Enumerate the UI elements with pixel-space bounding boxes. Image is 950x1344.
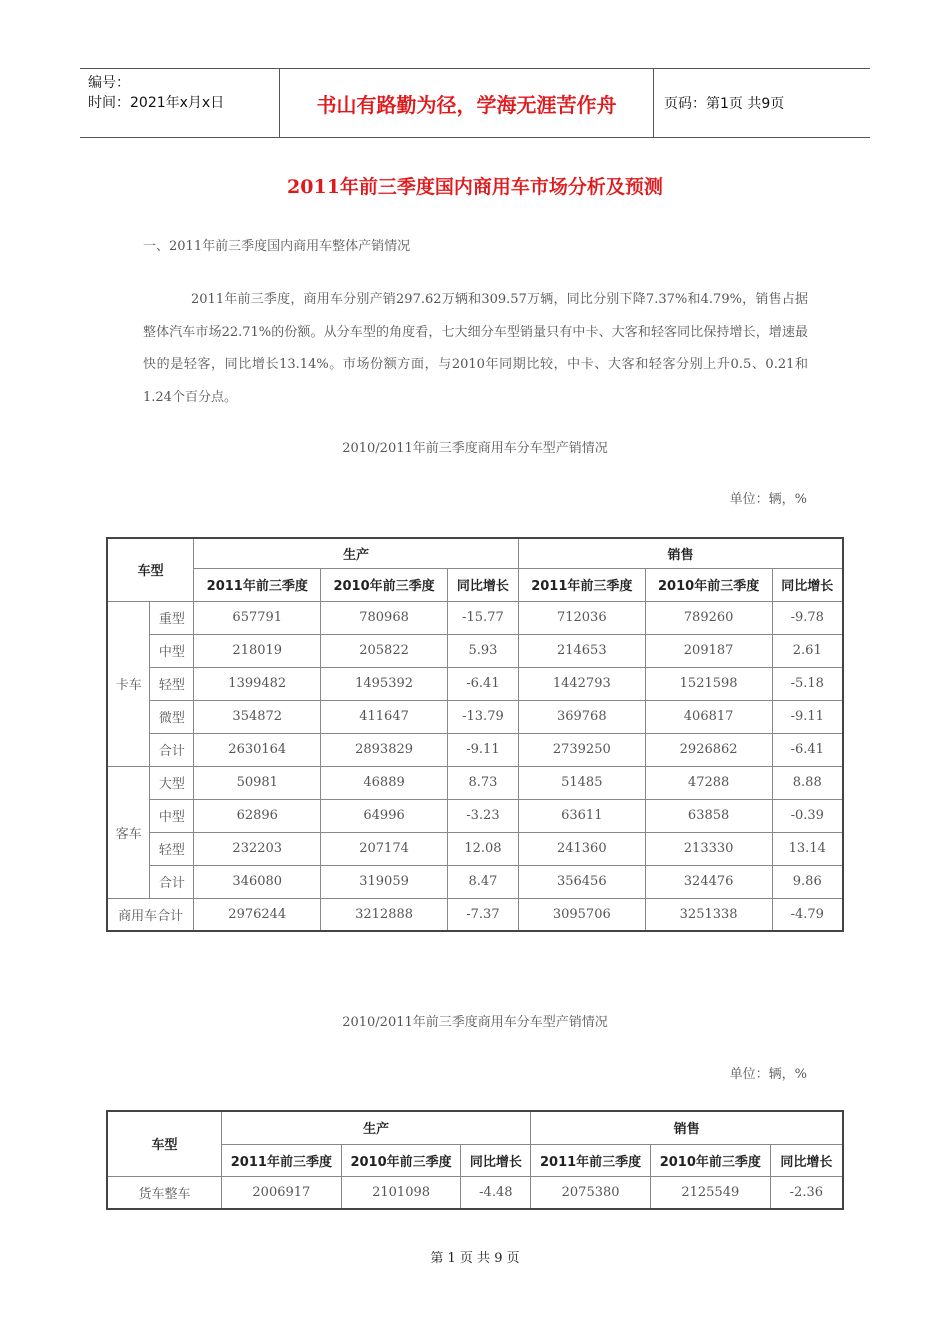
header-sales-2011: 2011年前三季度 [531, 1144, 651, 1176]
cell-prod-2011: 1399482 [194, 667, 321, 700]
header-production: 生产 [222, 1111, 531, 1144]
header-sales-2010: 2010年前三季度 [645, 568, 772, 601]
cell-sales-yoy: -6.41 [772, 733, 843, 766]
number-label: 编号： [88, 75, 130, 91]
cell-sales-yoy: 13.14 [772, 832, 843, 865]
header-prod-2010: 2010年前三季度 [321, 568, 448, 601]
table-row [107, 733, 843, 766]
cell-prod-2011: 2630164 [194, 733, 321, 766]
time-label: 时间：2021年x月x日 [88, 95, 225, 111]
cell-prod-yoy: 5.93 [447, 634, 518, 667]
cell-subtype: 合计 [150, 733, 194, 766]
table-row [107, 601, 843, 634]
cell-prod-yoy: -7.37 [447, 898, 518, 931]
table2-caption: 2010/2011年前三季度商用车分车型产销情况 [342, 1015, 608, 1030]
cell-sales-2011: 2075380 [531, 1176, 651, 1209]
cell-prod-yoy: -15.77 [447, 601, 518, 634]
cell-sales-2011: 356456 [518, 865, 645, 898]
cell-prod-2011: 232203 [194, 832, 321, 865]
cell-prod-yoy: 8.47 [447, 865, 518, 898]
cell-sales-yoy: 2.61 [772, 634, 843, 667]
table-row-total [107, 898, 843, 931]
cell-prod-2011: 50981 [194, 766, 321, 799]
header-vehicle-type: 车型 [107, 538, 194, 601]
cell-sales-yoy: -5.18 [772, 667, 843, 700]
cell-type-label: 货车整车 [107, 1176, 222, 1209]
cell-prod-2010: 1495392 [321, 667, 448, 700]
document-title: 2011年前三季度国内商用车市场分析及预测 [287, 176, 663, 198]
cell-sales-2010: 209187 [645, 634, 772, 667]
cell-sales-2011: 3095706 [518, 898, 645, 931]
cell-prod-2010: 64996 [321, 799, 448, 832]
header-production: 生产 [194, 538, 519, 568]
table-row [107, 667, 843, 700]
header-sales-yoy: 同比增长 [772, 568, 843, 601]
table-row [107, 634, 843, 667]
cell-sales-2010: 1521598 [645, 667, 772, 700]
cell-prod-2011: 354872 [194, 700, 321, 733]
cell-sales-yoy: 9.86 [772, 865, 843, 898]
cell-prod-2010: 2893829 [321, 733, 448, 766]
cell-prod-2010: 411647 [321, 700, 448, 733]
cell-subtype: 轻型 [150, 667, 194, 700]
cell-prod-yoy: -13.79 [447, 700, 518, 733]
header-vehicle-type: 车型 [107, 1111, 222, 1176]
cell-sales-2011: 214653 [518, 634, 645, 667]
cell-sales-2011: 63611 [518, 799, 645, 832]
cell-prod-2011: 2976244 [194, 898, 321, 931]
cell-subtype: 中型 [150, 799, 194, 832]
table1-unit: 单位：辆，% [729, 492, 807, 507]
cell-sales-2010: 324476 [645, 865, 772, 898]
cell-sales-yoy: -9.78 [772, 601, 843, 634]
cell-prod-yoy: -9.11 [447, 733, 518, 766]
cell-sales-2011: 712036 [518, 601, 645, 634]
cell-sales-yoy: -2.36 [770, 1176, 843, 1209]
table-row [107, 1176, 843, 1209]
body-paragraph: 2011年前三季度，商用车分别产销297.62万辆和309.57万辆，同比分别下降7.37%和4.79%，销售占据整体汽车市场22.71%的份额。从分车型的角度看，七大细分车型销量只有中卡、大客和轻客同比保持增长，增速最快的是轻客，同比增长13.14%。市场份额方面，与2010年同期比较，中卡、大客和轻客分别上升0.5、0.21和1.24个百分点。 [143, 292, 808, 405]
cell-sales-2010: 789260 [645, 601, 772, 634]
cell-sales-yoy: -9.11 [772, 700, 843, 733]
header-prod-yoy: 同比增长 [447, 568, 518, 601]
cell-prod-2011: 218019 [194, 634, 321, 667]
header-sales-2010: 2010年前三季度 [650, 1144, 770, 1176]
cell-subtype: 大型 [150, 766, 194, 799]
cell-total-label: 商用车合计 [107, 898, 194, 931]
cell-sales-yoy: -4.79 [772, 898, 843, 931]
cell-subtype: 合计 [150, 865, 194, 898]
group-truck: 卡车 [107, 601, 150, 766]
cell-sales-2011: 1442793 [518, 667, 645, 700]
cell-sales-2010: 3251338 [645, 898, 772, 931]
header-sales-2011: 2011年前三季度 [518, 568, 645, 601]
production-sales-table [106, 537, 844, 932]
cell-sales-2011: 51485 [518, 766, 645, 799]
cell-subtype: 微型 [150, 700, 194, 733]
table-row [107, 799, 843, 832]
table-row [107, 832, 843, 865]
group-bus: 客车 [107, 766, 150, 898]
cell-subtype: 轻型 [150, 832, 194, 865]
cell-prod-2010: 3212888 [321, 898, 448, 931]
header-page-code: 页码：第1页 共9页 [664, 96, 785, 112]
cell-prod-2010: 207174 [321, 832, 448, 865]
cell-sales-2011: 241360 [518, 832, 645, 865]
header-sales: 销售 [518, 538, 843, 568]
table2-unit: 单位：辆，% [729, 1067, 807, 1082]
cell-prod-2011: 657791 [194, 601, 321, 634]
cell-sales-2011: 2739250 [518, 733, 645, 766]
cell-sales-2010: 406817 [645, 700, 772, 733]
cell-sales-2010: 2926862 [645, 733, 772, 766]
cell-sales-2011: 369768 [518, 700, 645, 733]
cell-sales-yoy: 8.88 [772, 766, 843, 799]
cell-subtype: 重型 [150, 601, 194, 634]
header-motto: 书山有路勤为径，学海无涯苦作舟 [280, 69, 654, 137]
header-prod-2011: 2011年前三季度 [194, 568, 321, 601]
table-row [107, 766, 843, 799]
cell-sales-yoy: -0.39 [772, 799, 843, 832]
cell-prod-2010: 780968 [321, 601, 448, 634]
cell-prod-yoy: -3.23 [447, 799, 518, 832]
cell-prod-yoy: 12.08 [447, 832, 518, 865]
header-prod-yoy: 同比增长 [461, 1144, 531, 1176]
cell-prod-2011: 2006917 [222, 1176, 342, 1209]
table1-caption: 2010/2011年前三季度商用车分车型产销情况 [342, 441, 608, 456]
cell-prod-yoy: 8.73 [447, 766, 518, 799]
cell-prod-2010: 205822 [321, 634, 448, 667]
header-sales: 销售 [531, 1111, 843, 1144]
page-footer: 第 1 页 共 9 页 [430, 1251, 520, 1266]
table-row [107, 700, 843, 733]
cell-prod-2011: 346080 [194, 865, 321, 898]
section-heading: 一、2011年前三季度国内商用车整体产销情况 [143, 239, 411, 254]
cell-prod-yoy: -6.41 [447, 667, 518, 700]
cell-prod-yoy: -4.48 [461, 1176, 531, 1209]
cell-prod-2010: 46889 [321, 766, 448, 799]
header-sales-yoy: 同比增长 [770, 1144, 843, 1176]
table-row [107, 865, 843, 898]
page-header [80, 68, 870, 138]
cell-sales-2010: 2125549 [650, 1176, 770, 1209]
cell-sales-2010: 47288 [645, 766, 772, 799]
truck-table [106, 1110, 844, 1210]
cell-prod-2011: 62896 [194, 799, 321, 832]
header-prod-2010: 2010年前三季度 [341, 1144, 461, 1176]
cell-sales-2010: 213330 [645, 832, 772, 865]
cell-prod-2010: 319059 [321, 865, 448, 898]
header-meta [80, 69, 280, 137]
cell-sales-2010: 63858 [645, 799, 772, 832]
cell-subtype: 中型 [150, 634, 194, 667]
cell-prod-2010: 2101098 [341, 1176, 461, 1209]
header-prod-2011: 2011年前三季度 [222, 1144, 342, 1176]
